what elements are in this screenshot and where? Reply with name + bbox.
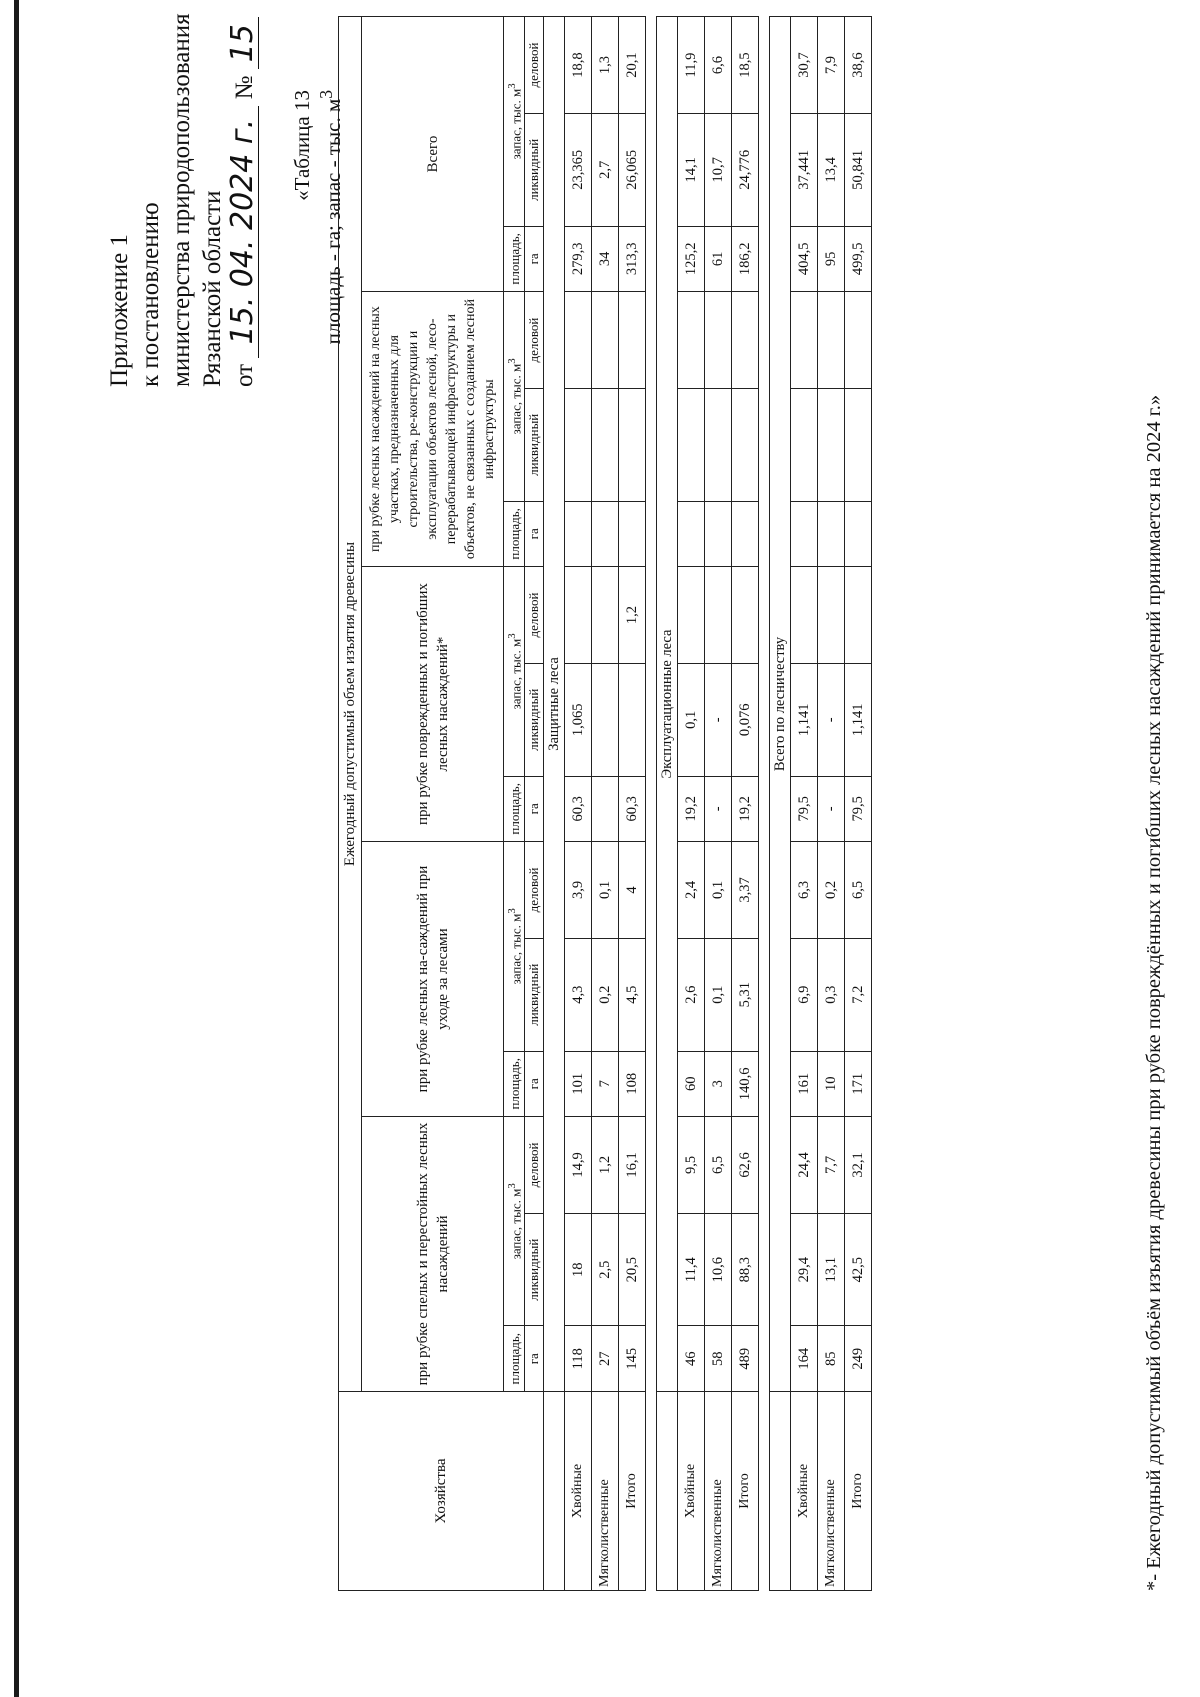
liquid-header: ликвидный bbox=[525, 1213, 544, 1326]
value-cell bbox=[619, 388, 646, 501]
value-cell bbox=[592, 388, 619, 501]
value-cell bbox=[592, 501, 619, 566]
area-unit-header: га bbox=[525, 226, 544, 291]
value-cell: 7,9 bbox=[818, 17, 845, 114]
business-header: деловой bbox=[525, 292, 544, 389]
value-cell bbox=[791, 501, 818, 566]
stock-superscript: 3 bbox=[506, 908, 518, 914]
value-cell: 26,065 bbox=[619, 114, 646, 227]
value-cell: 0,076 bbox=[732, 663, 759, 776]
liquid-header: ликвидный bbox=[525, 114, 544, 227]
value-cell: 60,3 bbox=[619, 776, 646, 841]
section-title: Защитные леса bbox=[544, 17, 565, 1392]
value-cell: 2,7 bbox=[592, 114, 619, 227]
value-cell: 1,2 bbox=[592, 1117, 619, 1214]
table-title: «Таблица 13 bbox=[290, 90, 314, 201]
value-cell: 10 bbox=[818, 1051, 845, 1116]
value-cell: 95 bbox=[818, 226, 845, 291]
table-row bbox=[678, 17, 705, 1591]
value-cell bbox=[565, 388, 592, 501]
value-cell: 3,9 bbox=[565, 842, 592, 939]
value-cell bbox=[732, 501, 759, 566]
value-cell: 32,1 bbox=[845, 1117, 872, 1214]
spacer-row bbox=[646, 17, 657, 1591]
value-cell: 18,8 bbox=[565, 17, 592, 114]
row-label: Хвойные bbox=[565, 1391, 592, 1590]
value-cell: 279,3 bbox=[565, 226, 592, 291]
appendix-line: Рязанской области bbox=[199, 190, 226, 387]
farms-header: Хозяйства bbox=[339, 1391, 544, 1590]
value-cell bbox=[619, 501, 646, 566]
row-label: Итого bbox=[845, 1391, 872, 1590]
value-cell: 29,4 bbox=[791, 1213, 818, 1326]
value-cell bbox=[705, 501, 732, 566]
row-label: Мягколиственные bbox=[705, 1391, 732, 1590]
value-cell: 79,5 bbox=[791, 776, 818, 841]
value-cell: 58 bbox=[705, 1326, 732, 1391]
stock-superscript: 3 bbox=[506, 633, 518, 639]
value-cell bbox=[678, 567, 705, 664]
spacer-cell bbox=[646, 17, 657, 1591]
value-cell bbox=[592, 567, 619, 664]
value-cell: 101 bbox=[565, 1051, 592, 1116]
value-cell bbox=[565, 501, 592, 566]
value-cell: 489 bbox=[732, 1326, 759, 1391]
value-cell: 108 bbox=[619, 1051, 646, 1116]
value-cell: 38,6 bbox=[845, 17, 872, 114]
value-cell bbox=[619, 663, 646, 776]
value-cell: 79,5 bbox=[845, 776, 872, 841]
value-cell: - bbox=[818, 663, 845, 776]
value-cell bbox=[818, 388, 845, 501]
row-label: Мягколиственные bbox=[592, 1391, 619, 1590]
value-cell: 24,4 bbox=[791, 1117, 818, 1214]
value-cell: 6,6 bbox=[705, 17, 732, 114]
value-cell bbox=[565, 292, 592, 389]
section-blank-cell bbox=[544, 1391, 565, 1590]
date-prefix: от bbox=[231, 363, 258, 387]
value-cell: 4,3 bbox=[565, 938, 592, 1051]
section-title: Всего по лесничеству bbox=[770, 17, 791, 1392]
value-cell: 145 bbox=[619, 1326, 646, 1391]
value-cell: 20,1 bbox=[619, 17, 646, 114]
value-cell bbox=[592, 663, 619, 776]
value-cell: 20,5 bbox=[619, 1213, 646, 1326]
value-cell: 7 bbox=[592, 1051, 619, 1116]
group-care-header: при рубке лесных на-саждений при уходе за лесами bbox=[362, 842, 504, 1117]
value-cell: 404,5 bbox=[791, 226, 818, 291]
value-cell bbox=[845, 292, 872, 389]
table-row bbox=[565, 17, 592, 1591]
value-cell: 19,2 bbox=[678, 776, 705, 841]
area-header: площадь, bbox=[504, 226, 525, 291]
stock-header: запас, тыс. $м^3$ bbox=[504, 567, 525, 777]
value-cell: 24,776 bbox=[732, 114, 759, 227]
value-cell bbox=[791, 567, 818, 664]
value-cell: 13,4 bbox=[818, 114, 845, 227]
value-cell: 37,441 bbox=[791, 114, 818, 227]
value-cell: 140,6 bbox=[732, 1051, 759, 1116]
value-cell: 1,141 bbox=[845, 663, 872, 776]
decree-line bbox=[225, 13, 260, 387]
value-cell bbox=[705, 388, 732, 501]
appendix-line: Приложение 1 bbox=[106, 234, 133, 387]
value-cell: 0,1 bbox=[705, 842, 732, 939]
value-cell: 171 bbox=[845, 1051, 872, 1116]
value-cell: 4 bbox=[619, 842, 646, 939]
group-total-header: Всего bbox=[362, 17, 504, 292]
row-label: Итого bbox=[732, 1391, 759, 1590]
value-cell bbox=[732, 388, 759, 501]
area-header: площадь, bbox=[504, 1051, 525, 1116]
stock-header: запас, тыс. $м^3$ bbox=[504, 292, 525, 502]
value-cell: 249 bbox=[845, 1326, 872, 1391]
value-cell bbox=[732, 292, 759, 389]
timber-harvest-table bbox=[338, 16, 872, 1591]
group-damaged-header: при рубке поврежденных и погибших лесных насаждений* bbox=[362, 567, 504, 842]
table-caption bbox=[290, 90, 345, 344]
value-cell bbox=[845, 388, 872, 501]
value-cell bbox=[791, 388, 818, 501]
value-cell bbox=[791, 292, 818, 389]
business-header: деловой bbox=[525, 1117, 544, 1214]
value-cell: 3,37 bbox=[732, 842, 759, 939]
stock-superscript: 3 bbox=[506, 358, 518, 364]
row-label: Хвойные bbox=[678, 1391, 705, 1590]
value-cell: 0,1 bbox=[705, 938, 732, 1051]
stock-superscript: 3 bbox=[506, 83, 518, 89]
value-cell bbox=[678, 292, 705, 389]
value-cell: 4,5 bbox=[619, 938, 646, 1051]
stock-header: запас, тыс. $м^3$ bbox=[504, 17, 525, 227]
value-cell: 1,065 bbox=[565, 663, 592, 776]
row-label: Итого bbox=[619, 1391, 646, 1590]
value-cell: 2,5 bbox=[592, 1213, 619, 1326]
value-cell: 18 bbox=[565, 1213, 592, 1326]
value-cell: 9,5 bbox=[678, 1117, 705, 1214]
units-note: площадь - га; запас - тыс. $м^3$ bbox=[316, 90, 345, 345]
group-mature-header: при рубке спелых и перестойных лесных насаждений bbox=[362, 1117, 504, 1392]
area-unit-header: га bbox=[525, 776, 544, 841]
value-cell bbox=[592, 776, 619, 841]
value-cell: 0,1 bbox=[678, 663, 705, 776]
decree-number: 15 bbox=[228, 17, 259, 69]
footnote: *- Ежегодный допустимый объём изъятия древесины при рубке повреждённых и погибших лесных насаждений принимается на 2024 г.» bbox=[1143, 394, 1165, 1591]
spacer-row bbox=[759, 17, 770, 1591]
value-cell bbox=[705, 292, 732, 389]
stock-header: запас, тыс. $м^3$ bbox=[504, 842, 525, 1052]
value-cell: 2,4 bbox=[678, 842, 705, 939]
value-cell: 34 bbox=[592, 226, 619, 291]
section-row bbox=[770, 17, 791, 1591]
value-cell: 46 bbox=[678, 1326, 705, 1391]
value-cell: 5,31 bbox=[732, 938, 759, 1051]
table-row bbox=[818, 17, 845, 1591]
value-cell: 161 bbox=[791, 1051, 818, 1116]
value-cell: 30,7 bbox=[791, 17, 818, 114]
area-unit-header: га bbox=[525, 1326, 544, 1391]
appendix-line: министерства природопользования bbox=[168, 13, 195, 387]
value-cell bbox=[845, 501, 872, 566]
units-superscript: 3 bbox=[316, 90, 336, 99]
number-sign: № bbox=[231, 75, 258, 100]
value-cell bbox=[592, 292, 619, 389]
value-cell: 118 bbox=[565, 1326, 592, 1391]
value-cell: - bbox=[705, 663, 732, 776]
value-cell: 499,5 bbox=[845, 226, 872, 291]
value-cell bbox=[678, 388, 705, 501]
value-cell: 27 bbox=[592, 1326, 619, 1391]
value-cell: 6,5 bbox=[705, 1117, 732, 1214]
value-cell: 186,2 bbox=[732, 226, 759, 291]
area-header: площадь, bbox=[504, 501, 525, 566]
value-cell: 1,141 bbox=[791, 663, 818, 776]
value-cell: 164 bbox=[791, 1326, 818, 1391]
business-header: деловой bbox=[525, 567, 544, 664]
value-cell bbox=[619, 292, 646, 389]
value-cell bbox=[845, 567, 872, 664]
value-cell bbox=[565, 567, 592, 664]
value-cell: 60,3 bbox=[565, 776, 592, 841]
value-cell: 18,5 bbox=[732, 17, 759, 114]
section-blank-cell bbox=[770, 1391, 791, 1590]
value-cell: 10,6 bbox=[705, 1213, 732, 1326]
value-cell: 6,5 bbox=[845, 842, 872, 939]
value-cell: 11,4 bbox=[678, 1213, 705, 1326]
value-cell: - bbox=[818, 776, 845, 841]
value-cell: 0,3 bbox=[818, 938, 845, 1051]
value-cell: 14,1 bbox=[678, 114, 705, 227]
value-cell: 313,3 bbox=[619, 226, 646, 291]
business-header: деловой bbox=[525, 842, 544, 939]
value-cell: 10,7 bbox=[705, 114, 732, 227]
section-row bbox=[544, 17, 565, 1591]
area-unit-header: га bbox=[525, 1051, 544, 1116]
table-row bbox=[705, 17, 732, 1591]
table-row bbox=[619, 17, 646, 1591]
table-row bbox=[732, 17, 759, 1591]
business-header: деловой bbox=[525, 17, 544, 114]
row-label: Мягколиственные bbox=[818, 1391, 845, 1590]
liquid-header: ликвидный bbox=[525, 388, 544, 501]
value-cell: 60 bbox=[678, 1051, 705, 1116]
value-cell bbox=[818, 292, 845, 389]
stock-header: запас, тыс. $м^3$ bbox=[504, 1117, 525, 1327]
value-cell: 0,2 bbox=[818, 842, 845, 939]
row-label: Хвойные bbox=[791, 1391, 818, 1590]
value-cell: 1,2 bbox=[619, 567, 646, 664]
value-cell: 0,1 bbox=[592, 842, 619, 939]
total-volume-header: Ежегодный допустимый объем изъятия древесины bbox=[339, 17, 362, 1392]
stock-superscript: 3 bbox=[506, 1183, 518, 1189]
area-header: площадь, bbox=[504, 1326, 525, 1391]
value-cell: - bbox=[705, 776, 732, 841]
value-cell: 61 bbox=[705, 226, 732, 291]
value-cell: 85 bbox=[818, 1326, 845, 1391]
appendix-header bbox=[104, 13, 260, 387]
group-construction-header: при рубке лесных насаждений на лесных участках, предназначенных для строительства, ре-конструкции и эксплуатации объектов лесной, лесо-перерабатывающей инфраструктуры и объектов, не связанных с созданием лесной инфраструктуры bbox=[362, 292, 504, 567]
value-cell: 125,2 bbox=[678, 226, 705, 291]
section-title: Эксплуатационные леса bbox=[657, 17, 678, 1392]
value-cell: 3 bbox=[705, 1051, 732, 1116]
value-cell: 2,6 bbox=[678, 938, 705, 1051]
table-row bbox=[845, 17, 872, 1591]
table-row bbox=[791, 17, 818, 1591]
section-row bbox=[657, 17, 678, 1591]
value-cell: 0,2 bbox=[592, 938, 619, 1051]
value-cell bbox=[732, 567, 759, 664]
liquid-header: ликвидный bbox=[525, 938, 544, 1051]
value-cell: 88,3 bbox=[732, 1213, 759, 1326]
area-header: площадь, bbox=[504, 776, 525, 841]
value-cell: 6,9 bbox=[791, 938, 818, 1051]
value-cell: 14,9 bbox=[565, 1117, 592, 1214]
area-unit-header: га bbox=[525, 501, 544, 566]
spacer-cell bbox=[759, 17, 770, 1591]
value-cell: 42,5 bbox=[845, 1213, 872, 1326]
value-cell bbox=[818, 567, 845, 664]
value-cell: 50,841 bbox=[845, 114, 872, 227]
value-cell bbox=[705, 567, 732, 664]
decree-date: 15. 04. 2024 г. bbox=[228, 106, 259, 358]
value-cell: 23,365 bbox=[565, 114, 592, 227]
value-cell: 11,9 bbox=[678, 17, 705, 114]
appendix-line: к постановлению bbox=[137, 202, 164, 387]
value-cell: 62,6 bbox=[732, 1117, 759, 1214]
table-row bbox=[592, 17, 619, 1591]
value-cell: 19,2 bbox=[732, 776, 759, 841]
liquid-header: ликвидный bbox=[525, 663, 544, 776]
section-blank-cell bbox=[657, 1391, 678, 1590]
value-cell: 6,3 bbox=[791, 842, 818, 939]
value-cell bbox=[678, 501, 705, 566]
value-cell: 13,1 bbox=[818, 1213, 845, 1326]
value-cell: 16,1 bbox=[619, 1117, 646, 1214]
value-cell bbox=[818, 501, 845, 566]
value-cell: 7,2 bbox=[845, 938, 872, 1051]
value-cell: 7,7 bbox=[818, 1117, 845, 1214]
value-cell: 1,3 bbox=[592, 17, 619, 114]
